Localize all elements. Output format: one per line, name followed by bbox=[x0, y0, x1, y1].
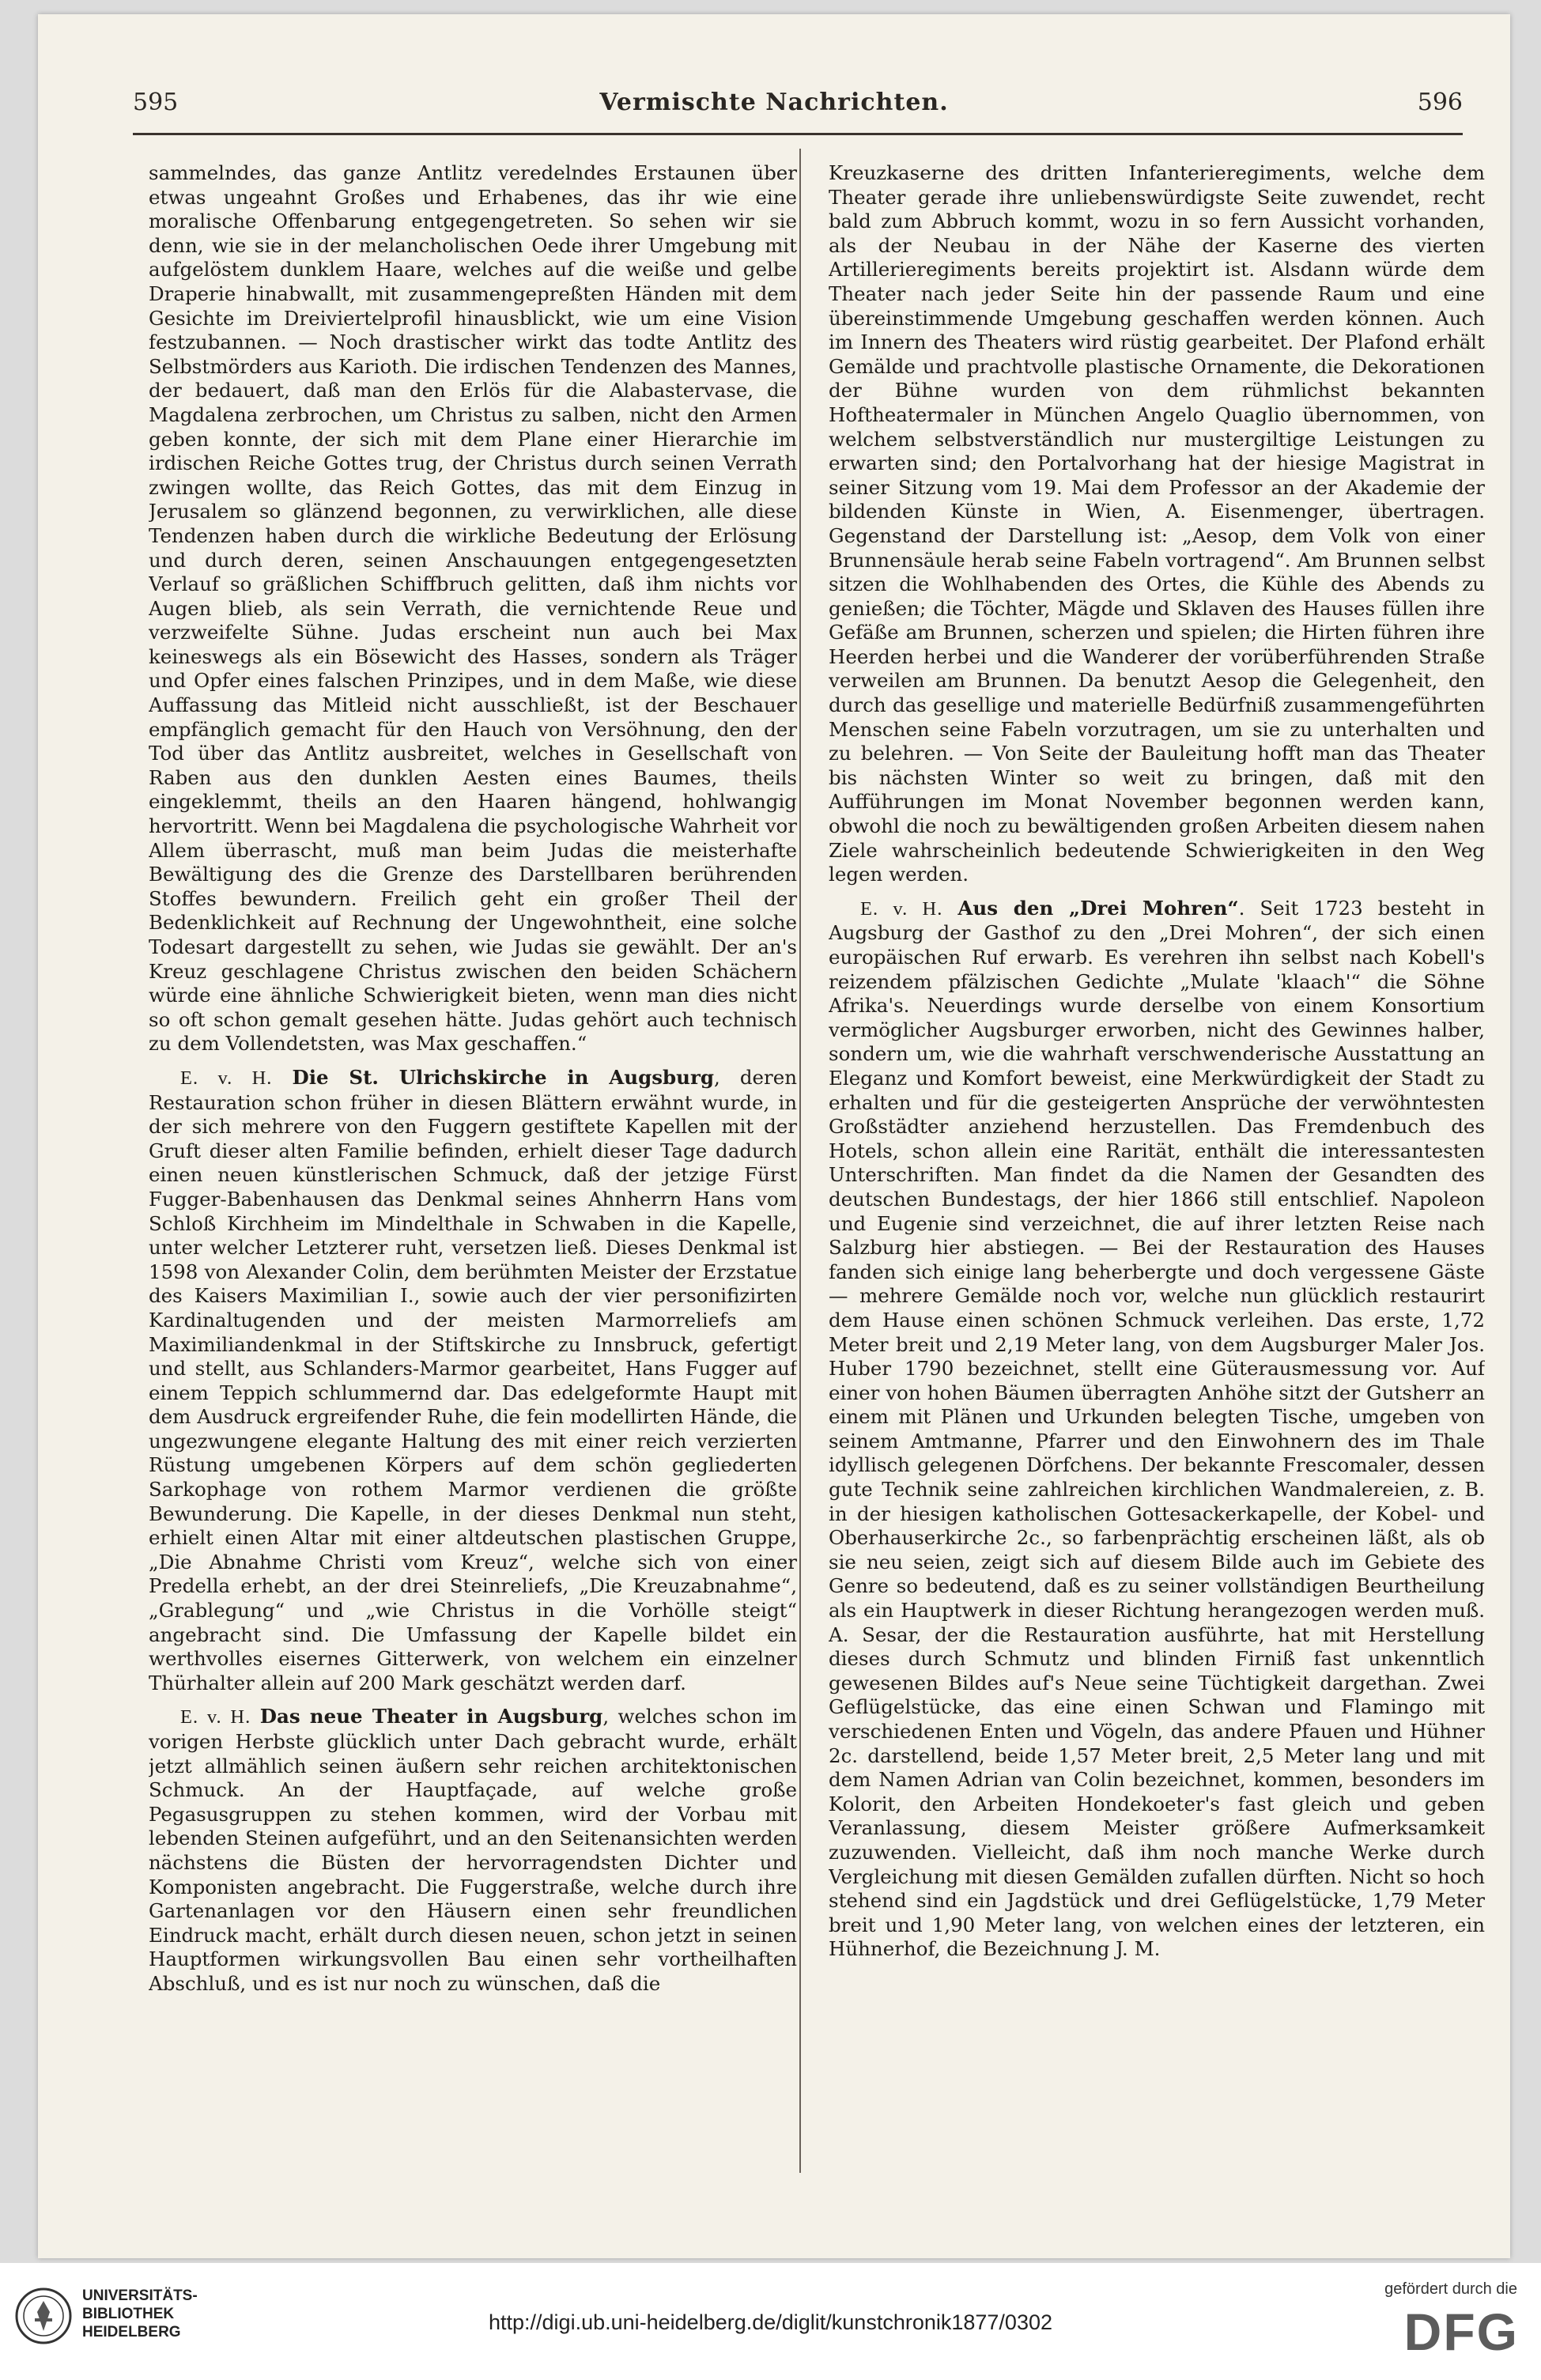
scanned-page bbox=[38, 14, 1510, 2258]
page-number-right: 596 bbox=[1417, 89, 1463, 116]
right-column bbox=[829, 161, 1485, 2217]
article-theater bbox=[149, 1705, 797, 1996]
permalink-url[interactable]: http://digi.ub.uni-heidelberg.de/diglit/kunstchronik1877/0302 bbox=[489, 2310, 1052, 2334]
column-divider bbox=[799, 149, 801, 2173]
article-byline: E. v. H. bbox=[180, 1706, 251, 1728]
header-rule bbox=[133, 133, 1463, 135]
article-headline: Die St. Ulrichskirche in Augsburg bbox=[292, 1065, 714, 1089]
library-name: UNIVERSITÄTS- BIBLIOTHEK HEIDELBERG bbox=[82, 2287, 198, 2340]
article-body: , deren Restauration schon früher in diesen Blättern erwähnt wurde, in der sich mehrere von den Fuggern gestiftete Kapellen mit der Gruft dieser alten Familie befinden, erhielt dieser Tage dadurch einen neuen künstlerischen Schmuck, daß der jetzige Fürst Fugger-Babenhausen das Denkmal seines Ahnherrn Hans vom Schloß Kirchheim im Mindelthale in Schwaben in die Kapelle, unter welcher Letzterer ruht, versetzen ließ. Dieses Denkmal ist 1598 von Alexander Colin, dem berühmten Meister der Erzstatue des Kaisers Maximilian I., sowie auch der vier personifizirten Kardinaltugenden und der meisten Marmorreliefs am Maximiliandenkmal in der Stiftskirche zu Innsbruck, gefertigt und stellt, aus Schlanders-Marmor gearbeitet, Hans Fugger auf einem Teppich schlummernd dar. Das edelgeformte Haupt mit dem Ausdruck ergreifender Ruhe, die fein modellirten Hände, die ungezwungene elegante Haltung des mit einer reich verzierten Rüstung umgebenen Körpers auf dem schön gegliederten Sarkophage von rothem Marmor verdienen die größte Bewunderung. Die Kapelle, in der dieses Denkmal nun steht, erhielt einen Altar mit einer altdeutschen plastischen Gruppe, „Die Abnahme Christi vom Kreuz“, welche sich von einer Predella erhebt, an der drei Steinreliefs, „Die Kreuzabnahme“, „Grablegung“ und „wie Christus in die Vorhölle steigt“ angebracht sind. Die Umfassung der Kapelle bildet ein werthvolles eisernes Gitterwerk, von welchem ein einzelner Thürhalter allein auf 200 Mark geschätzt werden darf. bbox=[149, 1065, 797, 1694]
article-headline: Das neue Theater in Augsburg bbox=[259, 1705, 603, 1728]
article-body: , welches schon im vorigen Herbste glücklich unter Dach gebracht wurde, erhält jetzt allmählich seinen äußern sehr reichen architektonischen Schmuck. An der Hauptfaçade, auf welche große Pegasusgruppen zu stehen kommen, wird der Vorbau mit lebenden Steinen aufgeführt, und an den Seitenansichten werden nächstens die Büsten der hervorragendsten Dichter und Komponisten angebracht. Die Fuggerstraße, welche durch ihre Gartenanlagen vor den Häusern einen sehr freundlichen Eindruck macht, erhält durch diesen neuen, schon jetzt in seinen Hauptformen wirkungsvollen Bau einen sehr vortheilhaften Abschluß, und es ist nur noch zu wünschen, daß die bbox=[149, 1705, 797, 1995]
dfg-logo: DFG bbox=[1403, 2303, 1519, 2361]
article-body: . Seit 1723 besteht in Augsburg der Gasthof zu den „Drei Mohren“, der sich einen europäischen Ruf erwarb. Es verehren ihn selbst nach Kobell's reizendem pfälzischen Gedichte „Mulate 'klaach'“ die Söhne Afrika's. Neuerdings wurde derselbe von einem Konsortium vermöglicher Augsburger erworben, nicht des Gewinnes halber, sondern um, wie die wahrhaft verschwenderische Ausstattung an Eleganz und Komfort beweist, eine Merkwürdigkeit der Stadt zu erhalten und für die gesteigerten Ansprüche der verwöhntesten Großstädter anziehend herzustellen. Das Fremdenbuch des Hotels, schon allein eine Rarität, enthält die interessantesten Unterschriften. Man findet da die Namen der Gesandten des deutschen Bundestags, der hier 1866 still entschlief. Napoleon und Eugenie sind verzeichnet, die auf ihrer letzten Reise nach Salzburg hier abstiegen. — Bei der Restauration des Hauses fanden sich einige lang beherbergte und doch vergessene Gäste — mehrere Gemälde noch vor, welche nun glücklich restaurirt dem Hause einen schönen Schmuck verleihen. Das erste, 1,72 Meter breit und 2,19 Meter lang, von dem Augsburger Maler Jos. Huber 1790 bezeichnet, stellt eine Güterausmessung vor. Auf einer von hohen Bäumen überragten Anhöhe sitzt der Gutsherr an einem mit Plänen und Urkunden belegten Tische, umgeben von seinem Amtmanne, Pfarrer und den Einwohnern des im Thale idyllisch gelegenen Dörfchens. Der bekannte Frescomaler, dessen gute Technik seine zahlreichen kirchlichen Wandmalereien, z. B. in der hiesigen katholischen Gottesackerkapelle, der Kobel- und Oberhauserkirche 2c., so farbenprächtig erscheinen läßt, als ob sie neu seien, zeigt sich auf diesem Bilde auch im Gebiete des Genre so bedeutend, daß es zu seiner vollständigen Beurtheilung als ein Hauptwerk in dieser Richtung herangezogen werden muß. A. Sesar, der die Restauration ausführte, hat mit Herstellung dieses durch Schmutz und blinden Firniß fast unkenntlich gewesenen Bildes auf's Neue seine Tüchtigkeit dargethan. Zwei Geflügelstücke, das eine einen Schwan und Flamingo mit verschiedenen Enten und Vögeln, das andere Pfauen und Hühner 2c. darstellend, beide 1,57 Meter breit, 2,5 Meter lang und mit dem Namen Adrian van Colin bezeichnet, kommen, besonders im Kolorit, den Arbeiten Hondekoeter's fast gleich und geben Veranlassung, diesem Meister größere Aufmerksamkeit zuzuwenden. Vielleicht, daß ihm noch manche Werke durch Vergleichung mit diesen Gemälden zufallen dürften. Nicht so hoch stehend sind ein Jagdstück und drei Geflügelstücke, 1,79 Meter breit und 1,90 Meter lang, von welchen eines der letzteren, ein Hühnerhof, die Bezeichnung J. M. bbox=[829, 896, 1485, 1961]
running-head bbox=[38, 89, 1510, 136]
article-ulrichskirche bbox=[149, 1066, 797, 1695]
section-title: Vermischte Nachrichten. bbox=[599, 89, 949, 116]
article-byline: E. v. H. bbox=[860, 897, 943, 920]
page-number-left: 595 bbox=[133, 89, 179, 116]
funding-note: gefördert durch die bbox=[1384, 2280, 1517, 2298]
digitization-footer bbox=[0, 2263, 1541, 2380]
article-headline: Aus den „Drei Mohren“ bbox=[957, 896, 1239, 920]
article-continuation: Kreuzkaserne des dritten Infanterieregiments, welche dem Theater gerade ihre unliebenswürdigste Seite zuwendet, recht bald zum Abbruch kommt, wozu in so fern Aussicht vorhanden, als der Neubau in der Nähe der Kaserne des vierten Artillerieregiments bereits projektirt ist. Alsdann würde dem Theater nach jeder Seite hin der passende Raum und eine übereinstimmende Umgebung geschaffen werden können. Auch im Innern des Theaters wird rüstig gearbeitet. Der Plafond erhält Gemälde und prachtvolle plastische Ornamente, die Dekorationen der Bühne wurden von dem rühmlichst bekannten Hoftheatermaler in München Angelo Quaglio übernommen, von welchem selbstverständlich nur mustergiltige Leistungen zu erwarten sind; den Portalvorhang hat der hiesige Magistrat in seiner Sitzung vom 19. Mai dem Professor an der Akademie der bildenden Künste in Wien, A. Eisenmenger, übertragen. Gegenstand der Darstellung ist: „Aesop, dem Volk von einer Brunnensäule herab seine Fabeln vortragend“. Am Brunnen selbst sitzen die Wohlhabenden des Ortes, die Kühle des Abends zu genießen; die Töchter, Mägde und Sklaven des Hauses füllen ihre Gefäße am Brunnen, scherzen und spielen; die Hirten führen ihre Heerden herbei und die Wanderer der vorüberführenden Straße verweilen am Brunnen. Da benutzt Aesop die Gelegenheit, den durch das gesellige und materielle Bedürfniß zusammengeführten Menschen seine Fabeln vorzutragen, um sie zu unterhalten und zu belehren. — Von Seite der Bauleitung hofft man das Theater bis nächsten Winter so weit zu bringen, daß mit den Aufführungen im Monat November begonnen werden kann, obwohl die noch zu bewältigenden großen Arbeiten diesem nahen Ziele wahrscheinlich bedeutende Schwierigkeiten in den Weg legen werden. bbox=[829, 161, 1485, 886]
article-byline: E. v. H. bbox=[180, 1067, 273, 1089]
article-drei-mohren bbox=[829, 897, 1485, 1962]
article-continuation: sammelndes, das ganze Antlitz veredelndes Erstaunen über etwas ungeahnt Großes und Erhabenes, das ihr wie eine moralische Offenbarung entgegengetreten. So sehen wir sie denn, wie sie in der melancholischen Oede ihrer Umgebung mit aufgelöstem dunklem Haare, welches auf die weiße und gelbe Draperie hinabwallt, mit zusammengepreßten Händen mit dem Gesichte im Dreiviertelprofil hinausblickt, wie um eine Vision festzubannen. — Noch drastischer wirkt das todte Antlitz des Selbstmörders aus Karioth. Die irdischen Tendenzen des Mannes, der bedauert, daß man den Erlös für die Alabastervase, die Magdalena zerbrochen, um Christus zu salben, nicht den Armen geben konnte, der sich mit dem Plane einer Hierarchie im irdischen Reiche Gottes trug, der Christus durch seinen Verrath zwingen wollte, das Reich Gottes, das mit dem Einzug in Jerusalem so glänzend begonnen, zu verwirklichen, alle diese Tendenzen haben durch die wirkliche Bedeutung der Erlösung und durch deren, seinen Anschauungen entgegengesetzten Verlauf so gräßlichen Schiffbruch gelitten, daß ihm nichts vor Augen blieb, als sein Verrath, die vernichtende Reue und verzweifelte Sühne. Judas erscheint nun auch bei Max keineswegs als ein Bösewicht des Hasses, sondern als Träger und Opfer eines falschen Prinzipes, und in dem Maße, wie diese Auffassung das Mitleid nicht ausschließt, ist der Beschauer empfänglich gemacht für den Hauch von Versöhnung, den der Tod über das Antlitz ausbreitet, welches in Gesellschaft von Raben aus den dunklen Aesten eines Baumes, theils eingeklemmt, theils an den Haaren hängend, hohlwangig hervortritt. Wenn bei Magdalena die psychologische Wahrheit vor Allem überrascht, muß man beim Judas die meisterhafte Bewältigung des die Grenze des Darstellbaren berührenden Stoffes bewundern. Freilich geht ein großer Theil der Bedenklichkeit auf Rechnung der Ungewohntheit, eine solche Todesart dargestellt zu sehen, wie Judas sie gewählt. Der an's Kreuz geschlagene Christus zwischen den beiden Schächern würde eine ähnliche Schwierigkeit bieten, wenn man dies nicht so oft schon gemalt gesehen hätte. Judas gehört auch technisch zu dem Vollendetsten, was Max geschaffen.“ bbox=[149, 161, 797, 1056]
left-column bbox=[149, 161, 797, 2217]
